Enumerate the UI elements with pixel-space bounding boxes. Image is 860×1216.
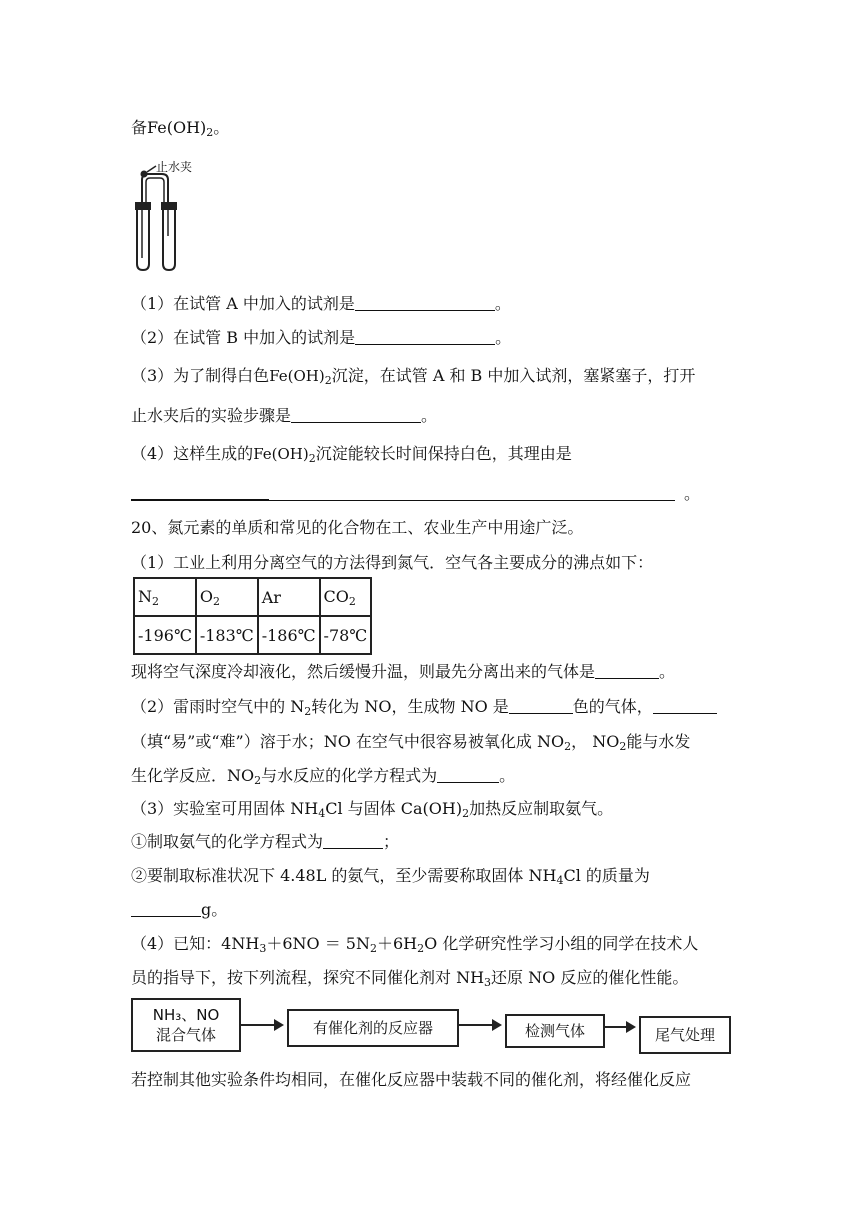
q20-last-line: 若控制其他实验条件均相同，在催化反应器中装载不同的催化剂，将经催化反应 xyxy=(131,1070,692,1089)
answer-blank-thick[interactable] xyxy=(131,499,269,501)
table-header-cell: N2 xyxy=(134,578,196,616)
q20-part2-line2: （填“易”或“难”）溶于水；NO 在空气中很容易被氧化成 NO2， NO2能与水发 xyxy=(131,732,691,753)
answer-blank[interactable] xyxy=(131,900,201,917)
table-cell: -78℃ xyxy=(320,616,372,654)
table-header-cell: CO2 xyxy=(320,578,372,616)
q19-part1: （1）在试管 A 中加入的试剂是 。 xyxy=(131,294,511,313)
q20-part3-i: ①制取氨气的化学方程式为 ； xyxy=(131,832,400,851)
flow-arrow xyxy=(240,1024,282,1026)
q20-part4-line2: 员的指导下，按下列流程，探究不同催化剂对 NH3还原 NO 反应的催化性能。 xyxy=(131,968,689,989)
flow-box-detect: 检测气体 xyxy=(505,1014,605,1048)
boiling-point-table xyxy=(133,577,372,655)
answer-blank[interactable] xyxy=(269,500,675,501)
table-header-row xyxy=(134,578,371,616)
q19-part4: （4）这样生成的Fe(OH)2沉淀能较长时间保持白色，其理由是 xyxy=(131,444,572,465)
answer-blank[interactable] xyxy=(355,294,495,311)
q19-part3-line2: 止水夹后的实验步骤是 。 xyxy=(131,406,438,425)
intro-line: 备Fe(OH)2。 xyxy=(131,118,230,139)
table-cell: -186℃ xyxy=(258,616,320,654)
table-cell: -183℃ xyxy=(196,616,258,654)
q20-part2: （2）雷雨时空气中的 N2转化为 NO，生成物 NO 是 色的气体， xyxy=(131,697,717,722)
q19-part2: （2）在试管 B 中加入的试剂是 。 xyxy=(131,328,512,347)
answer-blank[interactable] xyxy=(595,662,659,679)
table-header-cell: Ar xyxy=(258,578,320,616)
answer-blank[interactable] xyxy=(291,406,421,423)
answer-blank[interactable] xyxy=(355,328,495,345)
flow-box-mixed-gas: NH₃、NO 混合气体 xyxy=(131,998,241,1052)
q19-part3: （3）为了制得白色Fe(OH)2沉淀，在试管 A 和 B 中加入试剂，塞紧塞子，打开 xyxy=(131,366,696,387)
table-header-cell: O2 xyxy=(196,578,258,616)
answer-blank[interactable] xyxy=(653,697,717,714)
q20-part1: （1）工业上利用分离空气的方法得到氮气．空气各主要成分的沸点如下： xyxy=(131,553,654,572)
q20-part2-line3: 生化学反应．NO2与水反应的化学方程式为 。 xyxy=(131,766,516,787)
flow-box-exhaust: 尾气处理 xyxy=(639,1016,731,1054)
clamp-label: 止水夹 xyxy=(156,160,193,174)
q20-part3-ii: ②要制取标准状况下 4.48L 的氨气，至少需要称取固体 NH4Cl 的质量为 xyxy=(131,866,650,887)
flow-box-reactor: 有催化剂的反应器 xyxy=(287,1009,459,1047)
q20-part3-ii-line2: g。 xyxy=(131,900,227,920)
q20-title: 20、氮元素的单质和常见的化合物在工、农业生产中用途广泛。 xyxy=(131,518,584,537)
table-cell: -196℃ xyxy=(134,616,196,654)
q20-part4: （4）已知：4NH3＋6NO ＝ 5N2＋6H2O 化学研究性学习小组的同学在技术人 xyxy=(131,934,699,955)
q19-part4-end: 。 xyxy=(684,484,701,503)
answer-blank[interactable] xyxy=(509,697,573,714)
flow-arrow xyxy=(604,1026,634,1028)
table-row xyxy=(134,616,371,654)
flow-arrow xyxy=(458,1024,500,1026)
q20-part1-question: 现将空气深度冷却液化，然后缓慢升温，则最先分离出来的气体是 。 xyxy=(131,662,676,681)
answer-blank[interactable] xyxy=(323,832,383,849)
test-tube-apparatus xyxy=(128,158,218,274)
answer-blank[interactable] xyxy=(437,766,499,783)
q20-part3: （3）实验室可用固体 NH4Cl 与固体 Ca(OH)2加热反应制取氨气。 xyxy=(131,799,614,820)
